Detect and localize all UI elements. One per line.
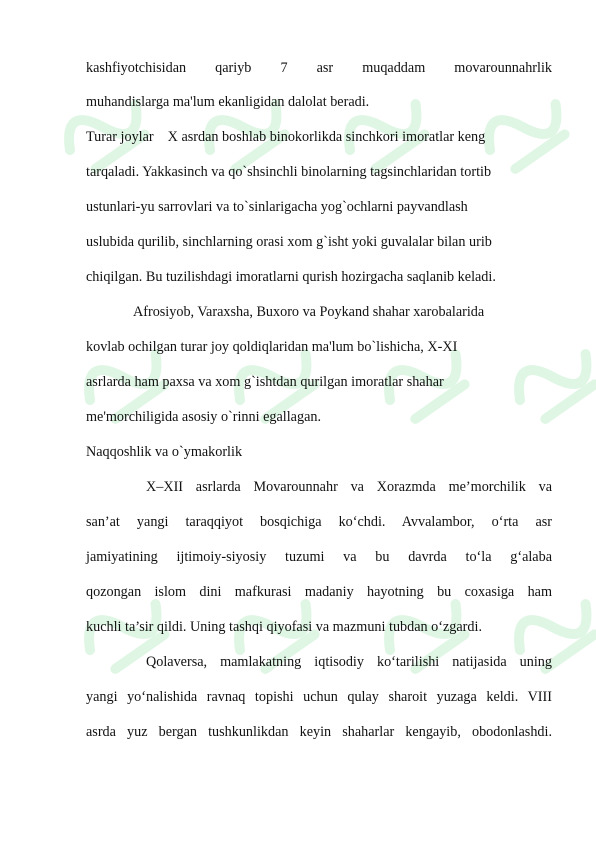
text-line: jamiyatining ijtimoiy-siyosiy tuzumi va bu davrda to‘la g‘alaba [86,549,552,565]
text-line: yangi yo‘nalishida ravnaq topishi uchun qulay sharoit yuzaga keldi. VIII [86,689,552,705]
text-line: kovlab ochilgan turar joy qoldiqlaridan ma'lum bo`lishicha, X-XI [86,339,458,355]
text-line: ustunlari-yu sarrovlari va to`sinlarigacha yog`ochlarni payvandlash [86,199,468,215]
text-line [86,128,552,146]
text-line: tarqaladi. Yakkasinch va qo`shsinchli binolarning tagsinchlaridan tortib [86,164,492,180]
text-line: muhandislarga ma'lum ekanligidan dalolat beradi. [86,94,370,110]
text-line: san’at yangi taraqqiyot bosqichiga ko‘chdi. Avvalambor, o‘rta asr [86,514,552,530]
text-line: qozongan islom dini mafkurasi madaniy hayotning bu coxasiga ham [86,584,552,600]
text-line: X–XII asrlarda Movarounnahr va Xorazmda me’morchilik va [146,479,552,495]
section-heading: Naqqoshlik va o`ymakorlik [86,444,243,460]
section-heading: Turar joylar [86,129,154,145]
text-line: chiqilgan. Bu tuzilishdagi imoratlarni qurish hozirgacha saqlanib keladi. [86,269,496,285]
text-line: uslubida qurilib, sinchlarning orasi xom g`isht yoki guvalalar bilan urib [86,234,492,250]
text-line: kuchli ta’sir qildi. Uning tashqi qiyofasi va mazmuni tubdan o‘zgardi. [86,619,482,635]
text-line: asrlarda ham paxsa va xom g`ishtdan qurilgan imoratlar shahar [86,374,444,390]
text-line: kashfiyotchisidan qariyb 7 asr muqaddam movarounnahrlik [86,60,552,76]
text-line: asrda yuz bergan tushkunlikdan keyin shaharlar kengayib, obodonlashdi. [86,724,552,740]
text-run: X asrdan boshlab binokorlikda sinchkori imoratlar keng [167,129,486,145]
text-line: me'morchiligida asosiy o`rinni egallagan. [86,409,322,425]
text-line: Afrosiyob, Varaxsha, Buxoro va Poykand shahar xarobalarida [133,304,485,320]
text-line: Qolaversa, mamlakatning iqtisodiy ko‘tarilishi natijasida uning [146,654,552,670]
